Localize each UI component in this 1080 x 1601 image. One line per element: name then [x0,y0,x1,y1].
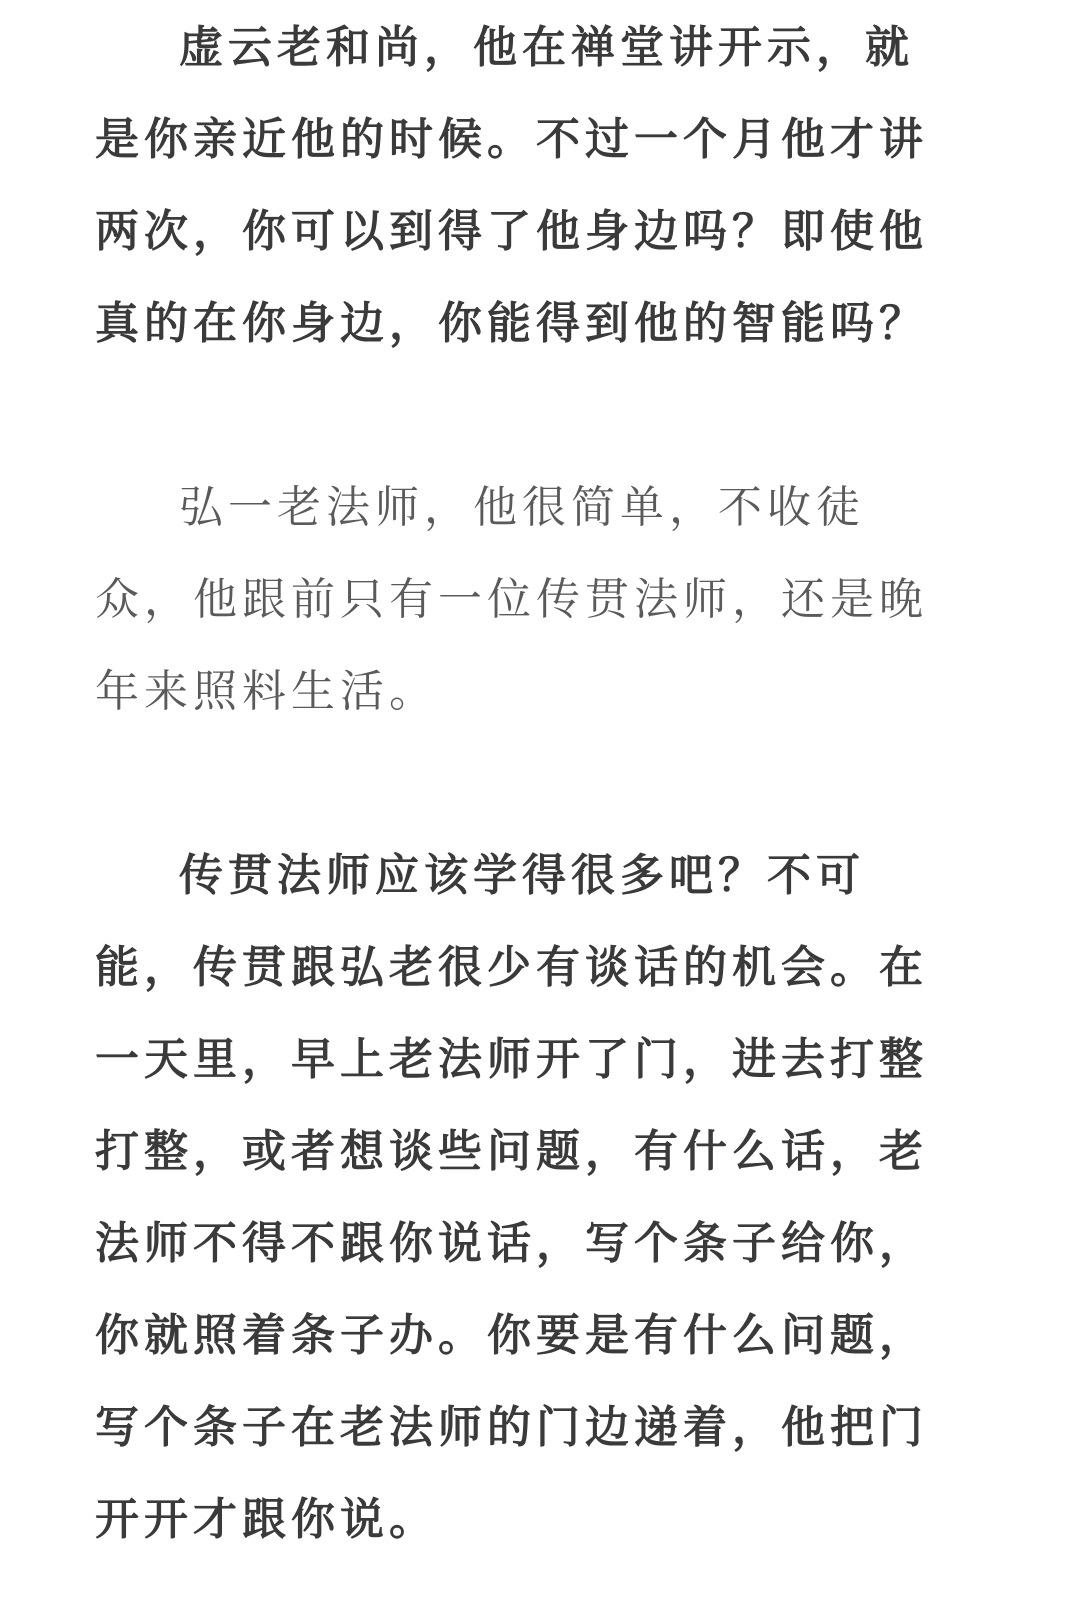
text-line: 打整，或者想谈些问题，有什么话，老 [95,1126,928,1177]
paragraph-1 [95,0,965,370]
text-line: 年来照料生活。 [95,666,438,717]
paragraph-spacer [95,370,965,462]
text-line: 两次，你可以到得了他身边吗？即使他 [95,206,928,257]
article-body [95,0,965,1566]
text-line: 能，传贯跟弘老很少有谈话的机会。在 [95,942,928,993]
text-line: 是你亲近他的时候。不过一个月他才讲 [95,114,928,165]
text-line: 写个条子在老法师的门边递着，他把门 [95,1402,928,1453]
text-line [95,462,965,554]
text-line [95,2,965,94]
text-line [95,830,965,922]
text-line-content: 虚云老和尚，他在禅堂讲开示，就 [179,22,914,73]
text-line: 你就照着条子办。你要是有什么问题， [95,1310,928,1361]
text-line: 法师不得不跟你说话，写个条子给你， [95,1218,928,1269]
text-line-content: 传贯法师应该学得很多吧？不可 [179,850,865,901]
text-line: 真的在你身边，你能得到他的智能吗？ [95,298,928,349]
paragraph-2 [95,462,965,738]
text-line: 众，他跟前只有一位传贯法师，还是晚 [95,574,928,625]
text-line-content: 弘一老法师，他很简单，不收徒 [179,482,865,533]
paragraph-3 [95,830,965,1566]
paragraph-spacer [95,738,965,830]
text-line: 开开才跟你说。 [95,1494,438,1545]
text-line: 一天里，早上老法师开了门，进去打整 [95,1034,928,1085]
